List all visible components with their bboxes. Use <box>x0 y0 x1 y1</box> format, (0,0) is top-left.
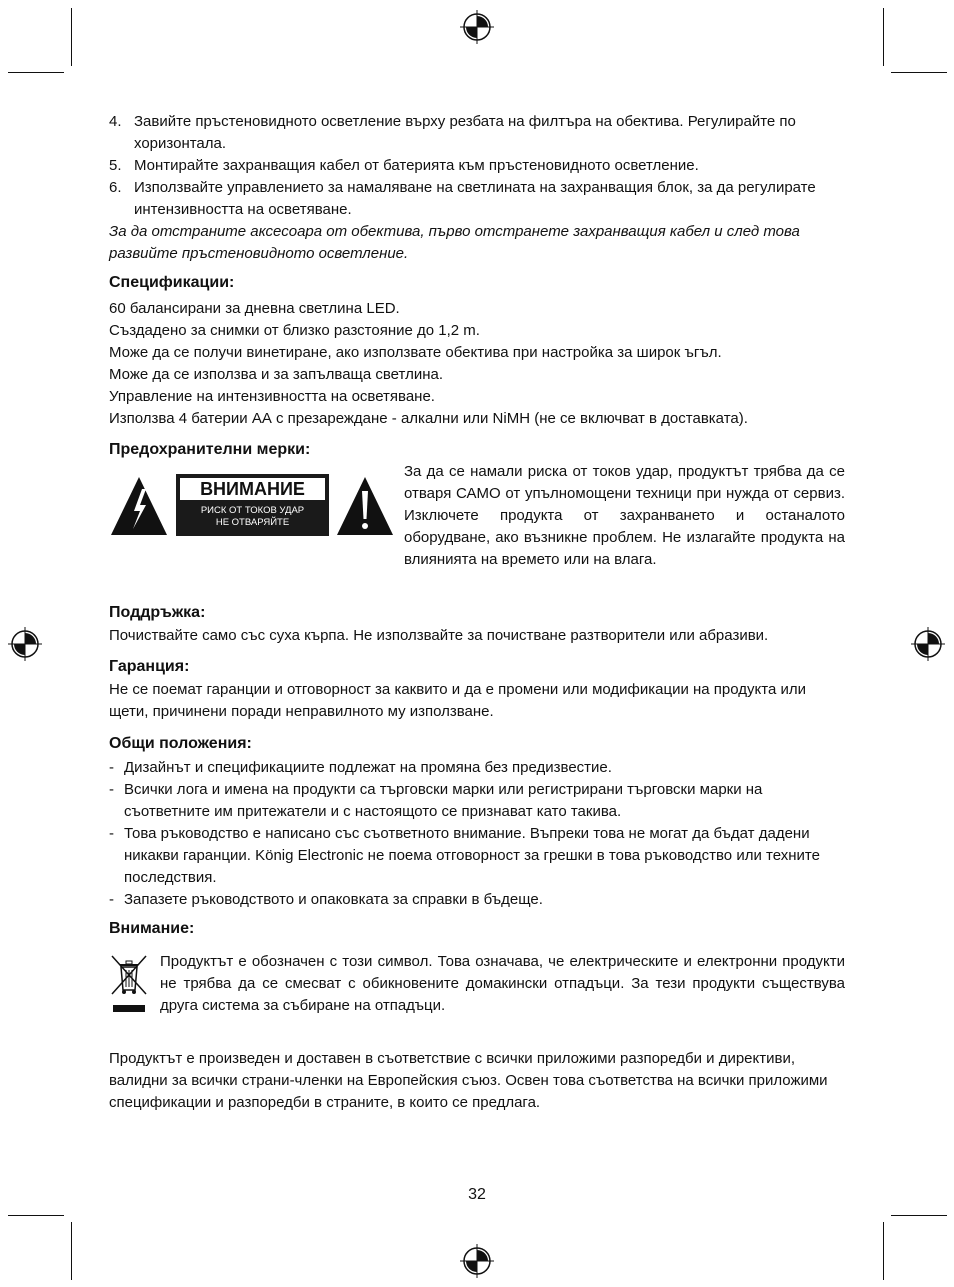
spec-line: Използва 4 батерии АА с презареждане - алкални или NiMH (не се включват в доставката). <box>109 410 748 427</box>
crop-mark <box>891 72 947 73</box>
list-text: Запазете ръководството и опаковката за справки в бъдеще. <box>124 891 543 908</box>
specs-heading: Спецификации: <box>109 274 235 291</box>
list-text: Използвайте управлението за намаляване на светлината на захранващия блок, за да регулирате интензивността на осветяване. <box>134 179 816 218</box>
list-number: 6. <box>109 179 122 196</box>
spec-line: Създадено за снимки от близко разстояние до 1,2 m. <box>109 322 480 339</box>
attention-heading: Внимание: <box>109 920 195 937</box>
crop-mark <box>8 1215 64 1216</box>
warning-title: ВНИМАНИЕ <box>180 478 325 500</box>
instructions-list <box>109 111 845 265</box>
list-number: 5. <box>109 157 122 174</box>
spec-line: 60 балансирани за дневна светлина LED. <box>109 300 400 317</box>
warning-line: РИСК ОТ ТОКОВ УДАР <box>200 505 305 516</box>
list-text: Завийте пръстеновидното осветление върху резбата на филтъра на обектива. Регулирайте по хоризонтала. <box>134 113 796 152</box>
exclamation-warning-icon <box>335 475 395 537</box>
compliance-text: Продуктът е произведен и доставен в съответствие с всички приложими разпоредби и директиви, валидни за всички страни-членки на Европейския съюз. Освен това съответства на всички приложими спецификации и разпоредби в страните, в които се предлага. <box>109 1050 828 1111</box>
crossed-bin-icon <box>109 952 149 1016</box>
crop-mark <box>883 1222 884 1280</box>
list-item <box>109 111 845 155</box>
spec-line: Може да се използва и за запълваща светлина. <box>109 366 443 383</box>
warning-label <box>176 474 329 536</box>
spec-line: Управление на интензивността на осветяване. <box>109 388 435 405</box>
list-text: Монтирайте захранващия кабел от батерията към пръстеновидното осветление. <box>134 157 699 174</box>
list-number: 4. <box>109 113 122 130</box>
list-text: Това ръководство е написано със съответното внимание. Въпреки това не могат да бъдат дадени никакви гаранции. König Electronic не поема отговорност за грешки в това ръководство или техните последствия. <box>124 825 820 886</box>
crop-mark <box>71 8 72 66</box>
list-item: - Дизайнът и спецификациите подлежат на промяна без предизвестие. <box>109 757 845 779</box>
list-item: - Запазете ръководството и опаковката за справки в бъдеще. <box>109 889 845 911</box>
registration-mark-icon <box>460 1244 494 1278</box>
list-item: - Всички лога и имена на продукти са търговски марки или регистрирани търговски марки на съответните им притежатели и с настоящото се признават като такива. <box>109 779 845 823</box>
registration-mark-icon <box>911 627 945 661</box>
safety-text: За да се намали риска от токов удар, продуктът трябва да се отваря САМО от упълномощени техници при нужда от сервиз. Изключете продукта от захранването и останалото оборудване, ако възникне проблем. Не излагайте продукта на влиянията на времето или на влага. <box>404 463 845 568</box>
list-item <box>109 155 845 177</box>
attention-text: Продуктът е обозначен с този символ. Това означава, че електрическите и електронни продукти не трябва да се смесват с обикновените домакински отпадъци. За тези продукти съществува друга система за събиране на отпадъци. <box>160 953 845 1014</box>
registration-mark-icon <box>460 10 494 44</box>
maintenance-heading: Поддръжка: <box>109 604 206 621</box>
list-text: Дизайнът и спецификациите подлежат на промяна без предизвестие. <box>124 759 612 776</box>
removal-note: За да отстраните аксесоара от обектива, първо отстранете захранващия кабел и след това развийте пръстеновидното осветление. <box>109 223 800 262</box>
maintenance-text: Почиствайте само със суха кърпа. Не използвайте за почистване разтворители или абразиви. <box>109 627 769 644</box>
general-list <box>109 757 845 911</box>
warranty-text: Не се поемат гаранции и отговорност за каквито и да е промени или модификации на продукта или щети, причинени поради неправилното му използване. <box>109 681 806 720</box>
crop-mark <box>8 72 64 73</box>
spec-line: Може да се получи винетиране, ако използвате обектива при настройка за широк ъгъл. <box>109 344 722 361</box>
general-heading: Общи положения: <box>109 735 252 752</box>
page-number: 32 <box>468 1186 486 1203</box>
list-text: Всички лога и имена на продукти са търговски марки или регистрирани търговски марки на съответните им притежатели и с настоящото се признават като такива. <box>124 781 763 820</box>
registration-mark-icon <box>8 627 42 661</box>
crop-mark <box>71 1222 72 1280</box>
safety-heading: Предохранителни мерки: <box>109 441 311 458</box>
specs-list <box>109 298 845 430</box>
crop-mark <box>883 8 884 66</box>
list-item: - Това ръководство е написано със съответното внимание. Въпреки това не могат да бъдат дадени никакви гаранции. König Electronic не поема отговорност за грешки в това ръководство или техните последствия. <box>109 823 845 889</box>
warning-line: НЕ ОТВАРЯЙТЕ <box>215 517 290 528</box>
electric-shock-warning-icon <box>109 475 169 537</box>
warranty-heading: Гаранция: <box>109 658 190 675</box>
crop-mark <box>891 1215 947 1216</box>
list-item <box>109 177 845 221</box>
